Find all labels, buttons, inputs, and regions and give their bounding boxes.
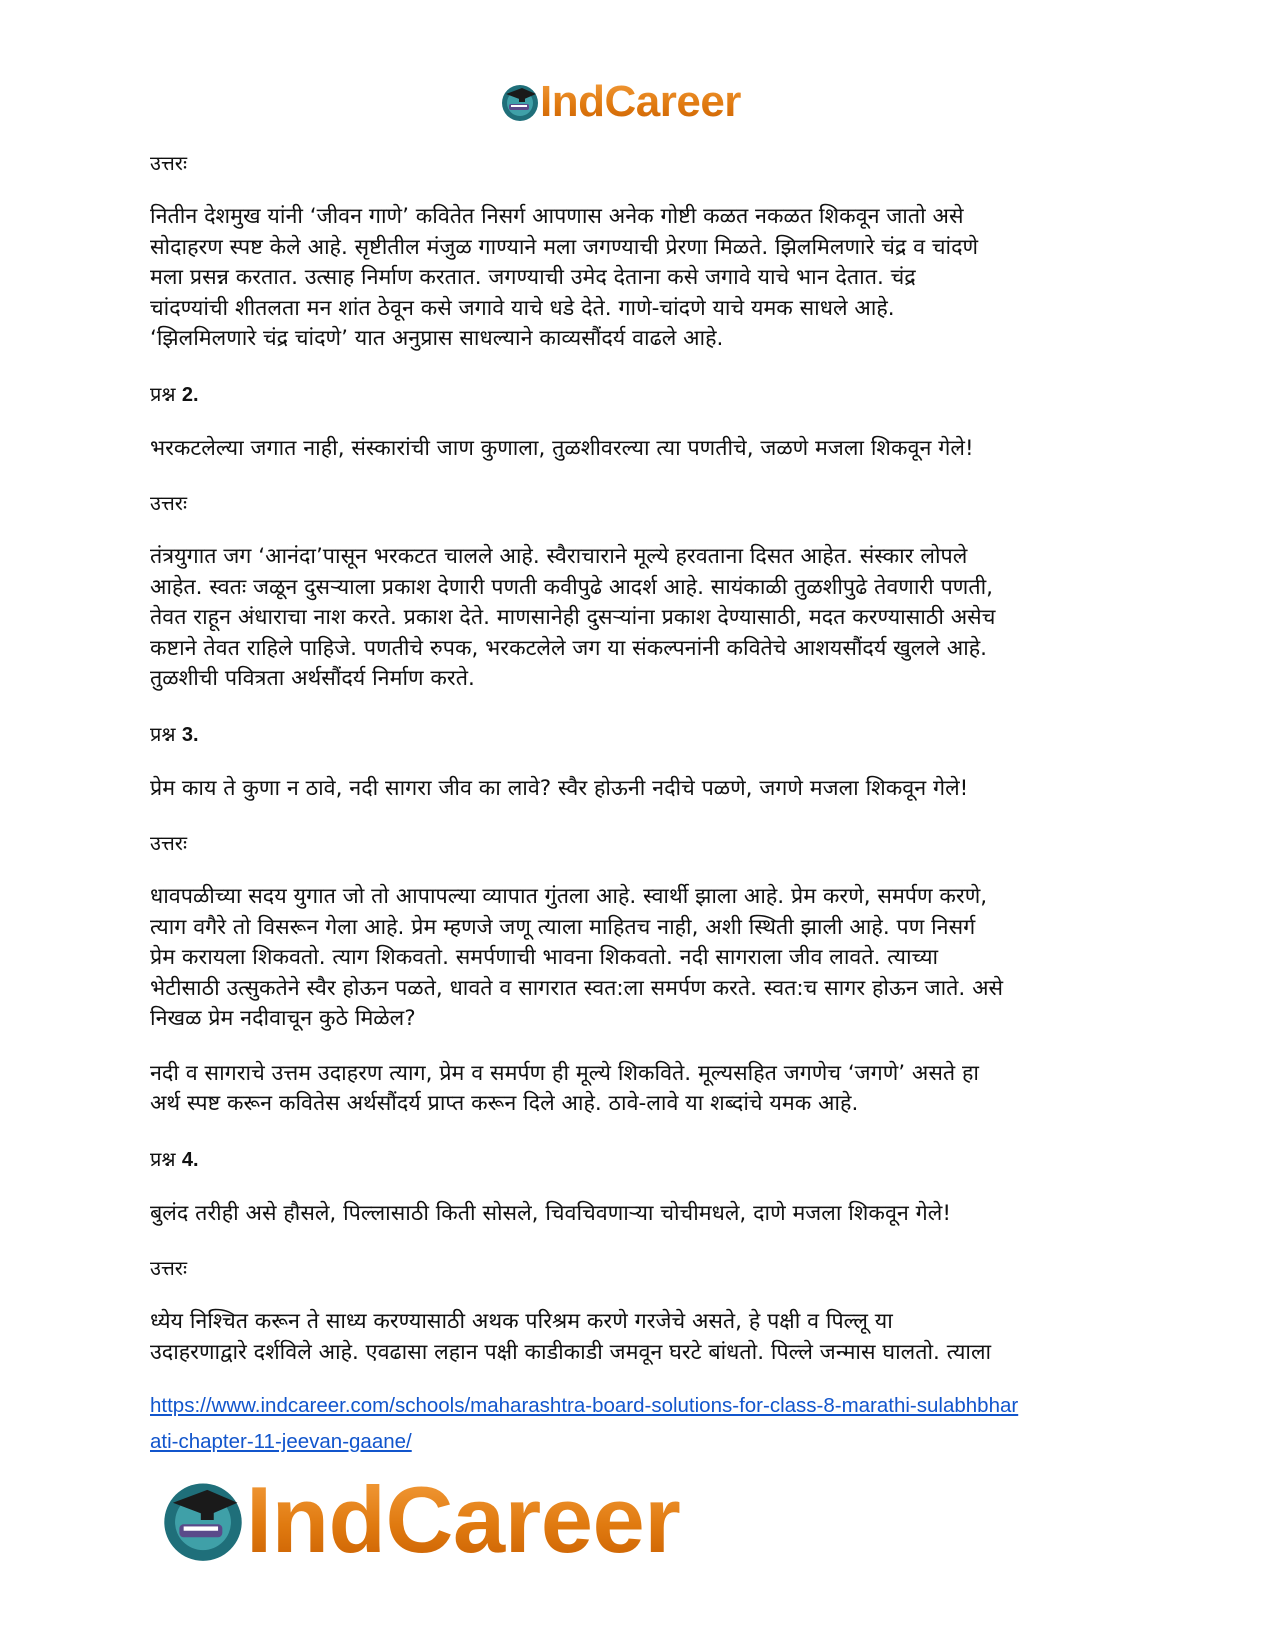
question-number: 3. [181, 723, 199, 746]
paragraph [150, 1059, 1130, 1120]
paragraph-line: उदाहरणाद्वारे दर्शविले आहे. एवढासा लहान पक्षी काडीकाडी जमवून घरटे बांधतो. पिल्ले जन्मास घालतो. त्याला [150, 1339, 992, 1365]
paragraph-line: अर्थ स्पष्ट करून कवितेस अर्थसौंदर्य प्राप्त करून दिले आहे. ठावे-लावे या शब्दांचे यमक आहे. [150, 1091, 859, 1116]
logo-wordmark: IndCareer [540, 77, 741, 126]
paragraph-line: तुळशीची पवित्रता अर्थसौंदर्य निर्माण करते. [150, 666, 475, 691]
graduation-cap-book-icon [160, 1477, 246, 1563]
question-heading [150, 379, 1130, 410]
paragraph [150, 1307, 1130, 1368]
paragraph [150, 882, 1130, 1035]
question-number: 2. [181, 383, 199, 406]
paragraph-line: सोदाहरण स्पष्ट केले आहे. सृष्टीतील मंजुळ गाण्याने मला जगण्याची प्रेरणा मिळते. झिलमिलणारे चंद्र व चांदणे [150, 234, 979, 260]
question-prefix: प्रश्न [150, 1146, 176, 1171]
answer-label: उत्तरः [150, 491, 187, 515]
question-heading [150, 1144, 1130, 1175]
paragraph [150, 434, 1130, 465]
paragraph-line: तंत्रयुगात जग ‘आनंदा’पासून भरकटत चालले आहे. स्वैराचाराने मूल्ये हरवताना दिसत आहेत. संस्कार लोपले [150, 544, 968, 569]
question-prefix: प्रश्न [150, 381, 176, 406]
answer-label: उत्तरः [150, 831, 187, 855]
document-body [150, 148, 1130, 1460]
question-heading [150, 719, 1130, 750]
question-prefix: प्रश्न [150, 721, 176, 746]
graduation-cap-book-icon [500, 82, 540, 122]
answer-label: उत्तरः [150, 151, 187, 175]
paragraph [150, 1199, 1130, 1230]
paragraph-line: प्रेम काय ते कुणा न ठावे, नदी सागरा जीव का लावे? स्वैर होऊनी नदीचे पळणे, जगणे मजला शिकवून गेले! [150, 775, 969, 801]
source-link-block [150, 1388, 1130, 1460]
paragraph-line: मला प्रसन्न करतात. उत्साह निर्माण करतात. जगण्याची उमेद देताना कसे जगावे याचे भान देतात. चंद्र [150, 265, 916, 290]
paragraph [150, 542, 1130, 695]
paragraph-line: नदी व सागराचे उत्तम उदाहरण त्याग, प्रेम व समर्पण ही मूल्ये शिकविते. मूल्यसहित जगणेच ‘जगणे’ असते हा [150, 1060, 979, 1086]
paragraph-line: भेटीसाठी उत्सुकतेने स्वैर होऊन पळते, धावते व सागरात स्वत:ला समर्पण करते. स्वत:च सागर होऊन जाते. असे [150, 975, 1004, 1001]
question-number: 4. [181, 1148, 199, 1171]
paragraph-line: ‘झिलमिलणारे चंद्र चांदणे’ यात अनुप्रास साधल्याने काव्यसौंदर्य वाढले आहे. [150, 326, 724, 351]
source-link[interactable]: ati-chapter-11-jeevan-gaane/ [150, 1430, 412, 1453]
paragraph-line: निखळ प्रेम नदीवाचून कुठे मिळेल? [150, 1006, 416, 1031]
paragraph-line: प्रेम करायला शिकवतो. त्याग शिकवतो. समर्पणाची भावना शिकवतो. नदी सागराला जीव लावते. त्याच्या [150, 945, 939, 970]
paragraph-line: आहेत. स्वतः जळून दुसऱ्याला प्रकाश देणारी पणती कवीपुढे आदर्श आहे. सायंकाळी तुळशीपुढे तेवणारी पणती, [150, 574, 993, 600]
logo-wordmark: IndCareer [246, 1467, 681, 1572]
paragraph-line: त्याग वगैरे तो विसरून गेला आहे. प्रेम म्हणजे जणू त्याला माहितच नाही, अशी स्थिती झाली आहे. पण निसर्ग [150, 914, 976, 940]
paragraph [150, 774, 1130, 805]
source-link[interactable]: https://www.indcareer.com/schools/maharashtra-board-solutions-for-class-8-marathi-sulabhbhar [150, 1394, 1019, 1417]
header-logo [500, 76, 741, 128]
paragraph-line: नितीन देशमुख यांनी ‘जीवन गाणे’ कवितेत निसर्ग आपणास अनेक गोष्टी कळत नकळत शिकवून जातो असे [150, 204, 964, 229]
paragraph-line: बुलंद तरीही असे हौसले, पिल्लासाठी किती सोसले, चिवचिवणाऱ्या चोचीमधले, दाणे मजला शिकवून गेले! [150, 1200, 951, 1226]
answer-label: उत्तरः [150, 1256, 187, 1280]
paragraph-line: ध्येय निश्चित करून ते साध्य करण्यासाठी अथक परिश्रम करणे गरजेचे असते, हे पक्षी व पिल्लू या [150, 1309, 893, 1334]
paragraph-line: कष्टाने तेवत राहिले पाहिजे. पणतीचे रुपक, भरकटलेले जग या संकल्पनांनी कवितेचे आशयसौंदर्य खुलले आहे. [150, 635, 987, 661]
footer-logo [160, 1468, 680, 1572]
paragraph [150, 202, 1130, 355]
paragraph-line: भरकटलेल्या जगात नाही, संस्कारांची जाण कुणाला, तुळशीवरल्या त्या पणतीचे, जळणे मजला शिकवून गेले! [150, 435, 974, 461]
paragraph-line: चांदण्यांची शीतलता मन शांत ठेवून कसे जगावे याचे धडे देते. गाणे-चांदणे याचे यमक साधले आहे. [150, 295, 895, 321]
paragraph-line: धावपळीच्या सदय युगात जो तो आपापल्या व्यापात गुंतला आहे. स्वार्थी झाला आहे. प्रेम करणे, समर्पण करणे, [150, 884, 988, 909]
paragraph-line: तेवत राहून अंधाराचा नाश करते. प्रकाश देते. माणसानेही दुसऱ्यांना प्रकाश देण्यासाठी, मदत करण्यासाठी असेच [150, 605, 996, 630]
